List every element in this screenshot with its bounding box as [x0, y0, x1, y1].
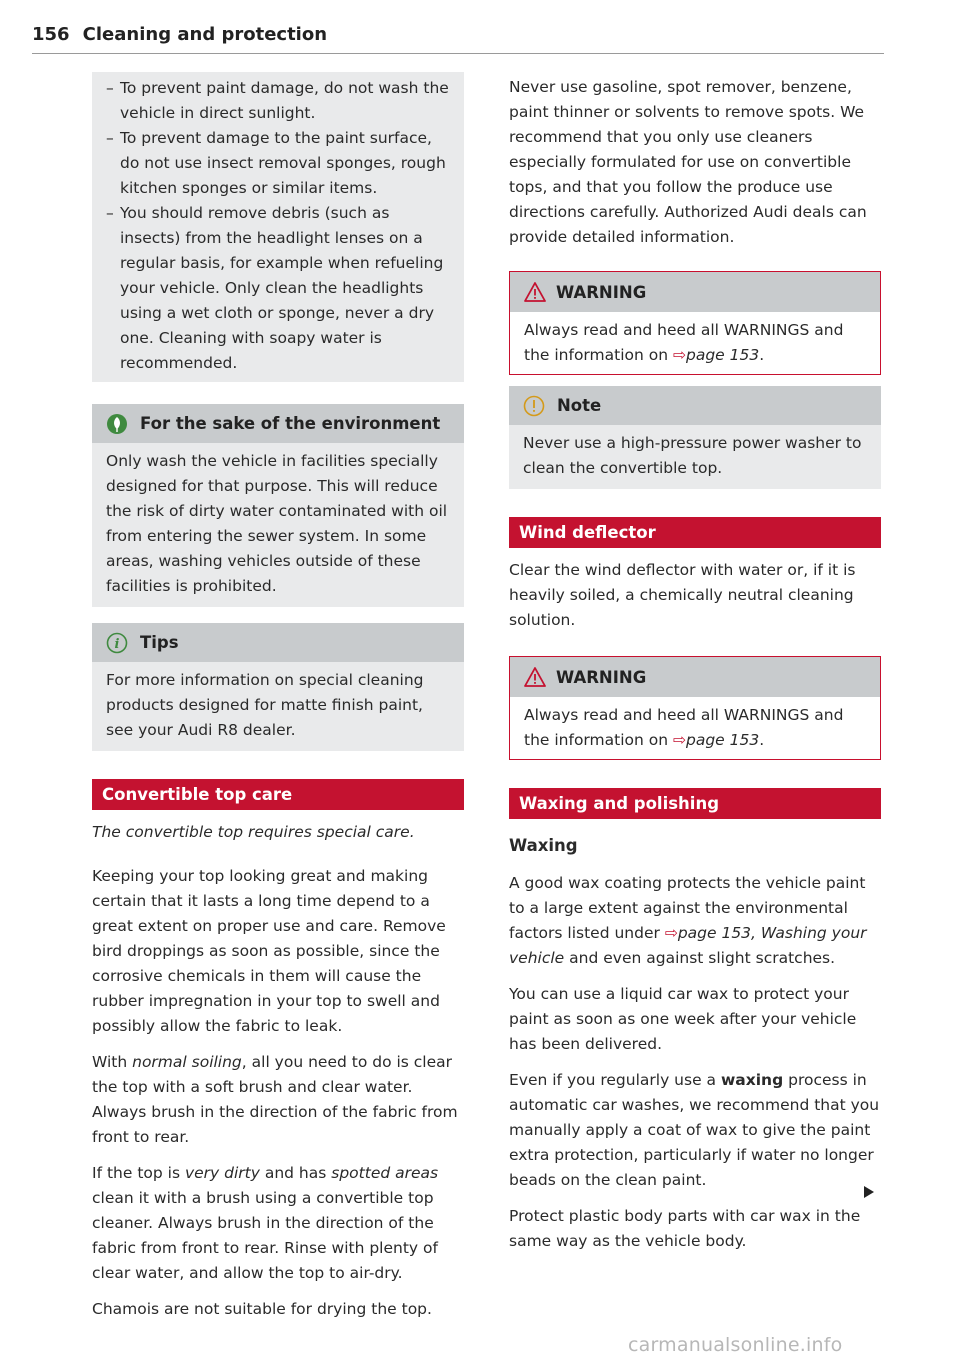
solvents-paragraph: Never use gasoline, spot remover, benzene, paint thinner or solvents to remove spots. We recommend that you only use cleaners especially formulated for use on convertible tops, and that you follow the produce use directions carefully. Authorized Audi deals can provide detailed information. — [509, 78, 867, 246]
warning-text: Always read and heed all WARNINGS and the information on ⇨page 153. — [524, 706, 844, 749]
page-link[interactable]: page 153 — [685, 731, 760, 749]
waxing-subheading: Waxing — [509, 836, 578, 855]
exclamation-circle-icon — [523, 395, 545, 417]
environment-note-text: Only wash the vehicle in facilities specially designed for that purpose. This will reduce the risk of dirty water contaminated with oil from entering the sewer system. In some areas, washing vehicles outside of these facilities is prohibited. — [106, 452, 448, 595]
wind-deflector-heading: Wind deflector — [509, 517, 881, 548]
warning-triangle-icon — [524, 282, 546, 302]
waxing-p4: Protect plastic body parts with car wax in the same way as the vehicle body. — [509, 1207, 861, 1250]
warning-triangle-icon — [524, 667, 546, 687]
wind-deflector-text: Clear the wind deflector with water or, if it is heavily soiled, a chemically neutral cleaning solution. — [509, 561, 856, 629]
left-column — [92, 72, 464, 1333]
header-rule — [32, 53, 884, 54]
warning-title: WARNING — [556, 667, 647, 687]
list-item: – To prevent damage to the paint surface, do not use insect removal sponges, rough kitchen sponges or similar items. — [106, 129, 446, 197]
page-header — [32, 24, 884, 45]
convertible-p1: Keeping your top looking great and making certain that it lasts a long time depend to a great extent on proper use and care. Remove bird droppings as soon as possible, since the corrosive chemicals in them will cause the rubber impregnation in your top to swell and possibly allow the fabric to leak. — [92, 867, 446, 1035]
page-number: 156 — [32, 24, 70, 45]
note-title: Note — [557, 396, 602, 415]
watermark: carmanualsonline.info — [628, 1334, 843, 1356]
waxing-p3: Even if you regularly use a waxing process in automatic car washes, we recommend that you manually apply a coat of wax to give the paint extra protection, particularly if water no longer beads on the clean paint. — [509, 1071, 880, 1189]
tips-text: For more information on special cleaning products designed for matte finish paint, see your Audi R8 dealer. — [106, 671, 424, 739]
page-link[interactable]: page 153, Washing your vehicle — [509, 924, 867, 967]
list-item: – To prevent paint damage, do not wash the vehicle in direct sunlight. — [106, 79, 449, 122]
right-column — [509, 75, 881, 1265]
environment-note — [92, 404, 464, 607]
leaf-circle-icon — [106, 413, 128, 435]
page-link[interactable]: page 153 — [685, 346, 760, 364]
note-box — [509, 386, 881, 489]
convertible-intro: The convertible top requires special care. — [92, 823, 415, 841]
info-circle-icon — [106, 632, 128, 654]
list-item: – You should remove debris (such as insects) from the headlight lenses on a regular basis, for example when refueling your vehicle. Only clean the headlights using a wet cloth or sponge, never a dry one. Cleaning with soapy water is recommended. — [106, 204, 444, 372]
warning-box-2 — [509, 656, 881, 760]
arrow-right-icon: ⇨ — [672, 346, 686, 364]
tips-note — [92, 623, 464, 751]
convertible-p3: If the top is very dirty and has spotted areas clean it with a brush using a convertible top cleaner. Always brush in the direction of the fabric from front to rear. Rinse with plenty of clear water, and allow the top to air-dry. — [92, 1164, 439, 1282]
svg-text:i: i — [114, 636, 120, 652]
warning-text: Always read and heed all WARNINGS and the information on ⇨page 153. — [524, 321, 844, 364]
waxing-heading: Waxing and polishing — [509, 788, 881, 819]
note-text: Never use a high-pressure power washer to clean the convertible top. — [523, 434, 862, 477]
environment-note-title: For the sake of the environment — [140, 414, 441, 433]
warning-box-1 — [509, 271, 881, 375]
convertible-heading: Convertible top care — [92, 779, 464, 810]
waxing-p2: You can use a liquid car wax to protect your paint as soon as one week after your vehicle has been delivered. — [509, 985, 857, 1053]
convertible-p4: Chamois are not suitable for drying the top. — [92, 1300, 432, 1318]
page-title: Cleaning and protection — [82, 24, 328, 45]
arrow-right-icon: ⇨ — [672, 731, 686, 749]
tips-title: Tips — [140, 633, 179, 652]
arrow-right-icon: ⇨ — [664, 924, 678, 942]
warning-title: WARNING — [556, 282, 647, 302]
continue-arrow-icon — [864, 1186, 874, 1198]
convertible-p2: With normal soiling, all you need to do is clear the top with a soft brush and clear water. Always brush in the direction of the fabric from front to rear. — [92, 1053, 458, 1146]
waxing-p1: A good wax coating protects the vehicle paint to a large extent against the environmental factors listed under ⇨page 153, Washing your vehicle and even against slight scratches. — [509, 874, 867, 967]
bullet-list — [92, 72, 464, 382]
